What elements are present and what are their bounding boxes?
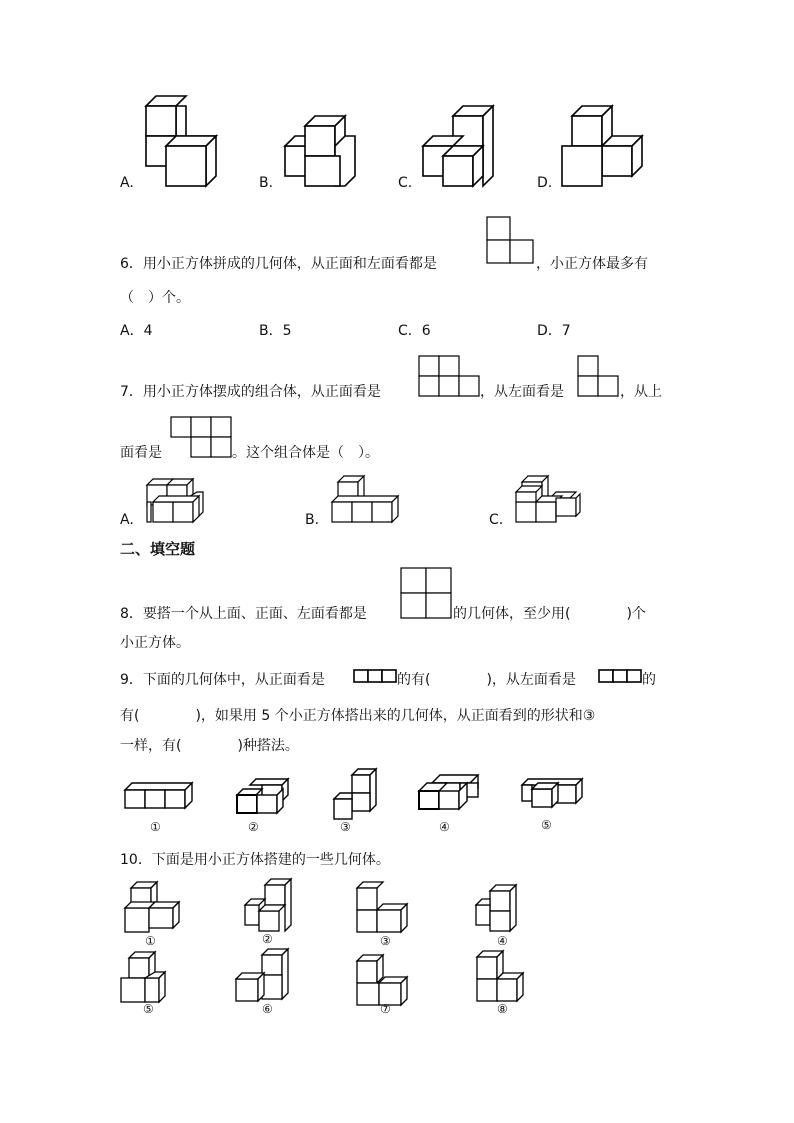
q10-label-7: ⑦ (380, 1002, 391, 1016)
q10-label-3: ③ (380, 934, 391, 948)
q9-label-2: ② (248, 820, 259, 834)
q9-text-b: 的有( )，从左面看是 (397, 672, 576, 688)
q10-label-1: ① (145, 934, 156, 948)
q5-option-a-figure (146, 96, 216, 186)
q5-option-b[interactable]: B. (259, 175, 274, 191)
q6-option-a[interactable]: A．4 (120, 323, 153, 339)
q7-left-view (577, 355, 619, 397)
q7-option-b[interactable]: B. (305, 512, 320, 528)
q8-text: 8．要搭一个从上面、正面、左面看都是 (120, 606, 367, 622)
q10-label-5: ⑤ (143, 1002, 154, 1016)
q10-label-8: ⑧ (497, 1002, 508, 1016)
q7-text-c: ，从上 (620, 384, 662, 400)
q7-text-e: 。这个组合体是（ ）。 (232, 445, 379, 461)
q6-text-b: ，小正方体最多有 (536, 256, 648, 272)
q7-text: 7．用小正方体摆成的组合体，从正面看是 (120, 384, 381, 400)
q10-label-4: ④ (497, 934, 508, 948)
q9-figures (0, 765, 794, 825)
q5-option-d-figure (562, 106, 642, 186)
q6-option-b[interactable]: B．5 (259, 323, 292, 339)
q8-text-c: 小正方体。 (120, 635, 190, 651)
q7-text-b: ，从左面看是 (480, 384, 564, 400)
q5-option-a[interactable]: A. (120, 175, 134, 191)
q9-text-e: 一样，有( )种搭法。 (120, 738, 299, 754)
q9-label-4: ④ (439, 820, 450, 834)
q8-text-b: 的几何体，至少用( )个 (453, 606, 646, 622)
q7-option-a[interactable]: A. (120, 512, 134, 528)
q5-option-c[interactable]: C. (398, 175, 413, 191)
q6-option-c[interactable]: C．6 (398, 323, 431, 339)
q7-front-view (418, 355, 480, 397)
q9-label-1: ① (150, 820, 161, 834)
q5-option-d[interactable]: D. (537, 175, 553, 191)
q7-option-c[interactable]: C. (489, 512, 504, 528)
q5-option-b-figure (285, 116, 355, 186)
q7-top-view (170, 416, 232, 458)
q9-text: 9．下面的几何体中，从正面看是 (120, 672, 325, 688)
q9-left-shape (598, 669, 642, 683)
q9-label-3: ③ (340, 820, 351, 834)
q10-text: 10．下面是用小正方体搭建的一些几何体。 (120, 852, 390, 868)
q5-figures (0, 0, 794, 200)
q10-figures (0, 875, 794, 1015)
q9-front-shape (353, 669, 397, 683)
q6-text: 6．用小正方体拼成的几何体，从正面和左面看都是 (120, 256, 437, 272)
q9-label-5: ⑤ (541, 818, 552, 832)
q6-text-c: （ ）个。 (120, 290, 190, 306)
q7-text-d: 面看是 (120, 445, 162, 461)
q9-text-c: 的 (642, 672, 656, 688)
q10-label-2: ② (262, 932, 273, 946)
q6-option-d[interactable]: D．7 (537, 323, 571, 339)
q10-label-6: ⑥ (262, 1002, 273, 1016)
q5-option-c-figure (423, 106, 493, 186)
q6-view-shape (486, 216, 534, 264)
q8-view-shape (400, 567, 452, 619)
q9-text-d: 有( )，如果用 5 个小正方体搭出来的几何体，从正面看到的形状和③ (120, 708, 596, 724)
section-title: 二、填空题 (120, 540, 196, 558)
